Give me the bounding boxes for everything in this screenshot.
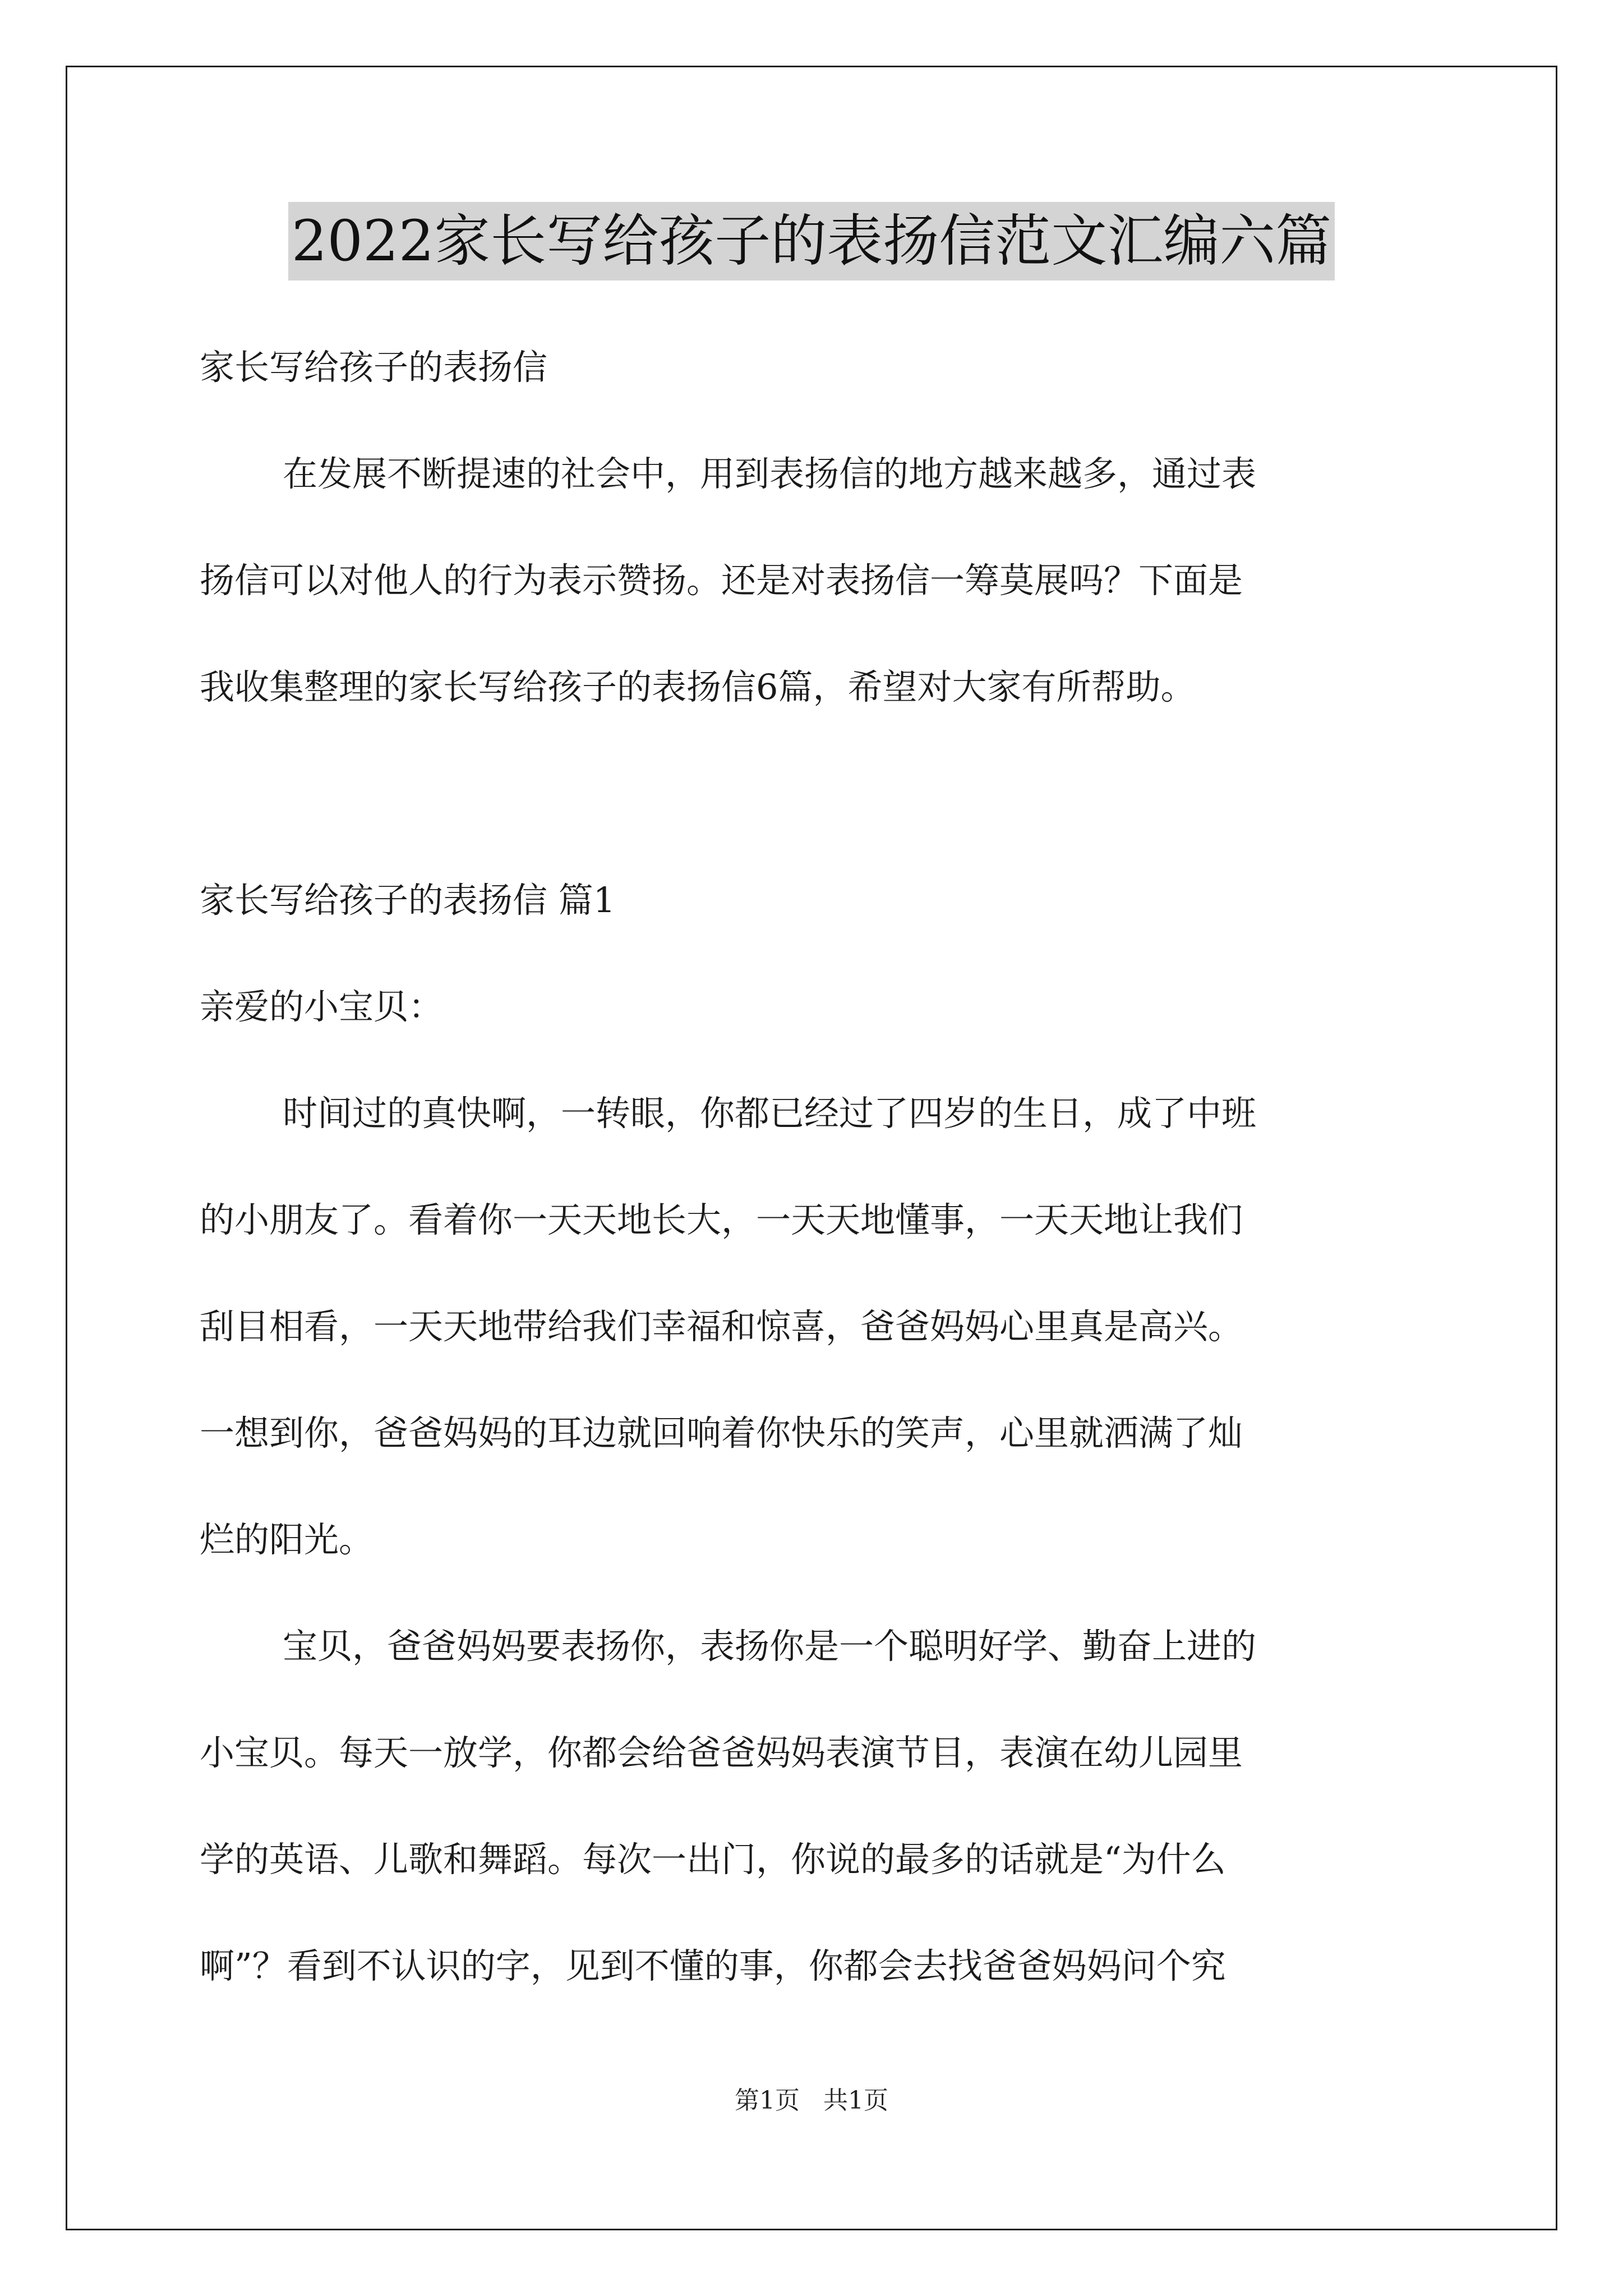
- paragraph-line: 小宝贝。每天一放学，你都会给爸爸妈妈表演节目，表演在幼儿园里: [200, 1732, 1243, 1773]
- intro-line: 我收集整理的家长写给孩子的表扬信6篇，希望对大家有所帮助。: [200, 666, 1196, 707]
- salutation: 亲爱的小宝贝：: [200, 986, 444, 1027]
- paragraph-line: 的小朋友了。看着你一天天地长大，一天天地懂事，一天天地让我们: [200, 1199, 1243, 1240]
- paragraph-line: 学的英语、儿歌和舞蹈。每次一出门，你说的最多的话就是“为什么: [200, 1839, 1226, 1880]
- intro-heading: 家长写给孩子的表扬信: [200, 347, 548, 388]
- paragraph-line: 时间过的真快啊，一转眼，你都已经过了四岁的生日，成了中班: [283, 1093, 1257, 1134]
- spacer: [200, 740, 1433, 847]
- paragraph-line: 啊”？看到不认识的字，见到不懂的事，你都会去找爸爸妈妈问个究: [200, 1945, 1226, 1986]
- page-footer: 第1页 共1页: [735, 2086, 888, 2115]
- intro-line: 在发展不断提速的社会中，用到表扬信的地方越来越多，通过表: [283, 453, 1257, 494]
- intro-line: 扬信可以对他人的行为表示赞扬。还是对表扬信一筹莫展吗？下面是: [200, 560, 1243, 601]
- paragraph-line: 一想到你，爸爸妈妈的耳边就回响着你快乐的笑声，心里就洒满了灿: [200, 1412, 1243, 1453]
- title-container: [0, 202, 1623, 280]
- paragraph-line: 刮目相看，一天天地带给我们幸福和惊喜，爸爸妈妈心里真是高兴。: [200, 1306, 1243, 1347]
- paragraph-line: 宝贝，爸爸妈妈要表扬你，表扬你是一个聪明好学、勤奋上进的: [283, 1626, 1257, 1667]
- document-body: [200, 314, 1433, 2019]
- paragraph-line: 烂的阳光。: [200, 1519, 374, 1560]
- document-title: 2022家长写给孩子的表扬信范文汇编六篇: [288, 202, 1335, 280]
- section-heading: 家长写给孩子的表扬信 篇1: [200, 880, 616, 921]
